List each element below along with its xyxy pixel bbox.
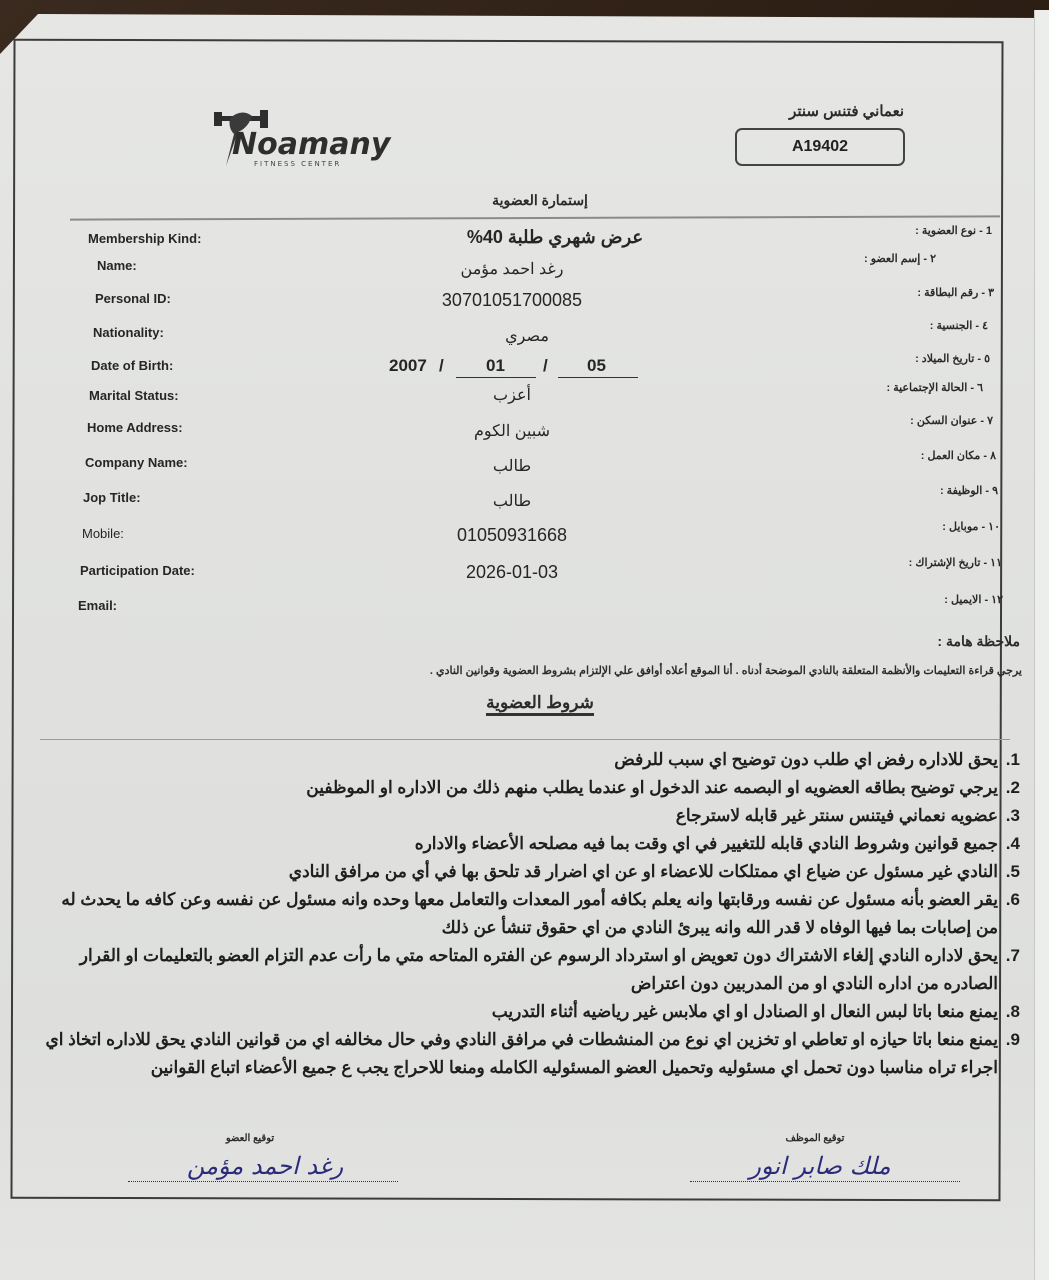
term-item: 5. النادي غير مسئول عن ضياع اي ممتلكات للاعضاء او عن اي اضرار قد تلحق بها في أي من مرافق النادي <box>288 862 1020 881</box>
label-ar-name: ٢ - إسم العضو : <box>863 253 936 265</box>
value-participation-date: 2026-01-03 <box>465 562 559 582</box>
label-job-title: Jop Title: <box>83 490 141 505</box>
svg-text:Noamany: Noamany <box>232 127 391 162</box>
form-title: إستمارة العضوية <box>492 192 588 208</box>
label-company-name: Company Name: <box>85 455 188 470</box>
label-ar-membership-kind: 1 - نوع العضوية : <box>915 225 992 237</box>
label-ar-job-title: ٩ - الوظيفة : <box>939 485 998 497</box>
date-of-birth-value <box>380 356 650 380</box>
label-ar-mobile: ١٠ - موبايل : <box>942 521 1000 533</box>
label-email: Email: <box>78 598 118 613</box>
term-item: 6. يقر العضو بأنه مسئول عن نفسه ورقابتها وانه يعلم بكافه أمور المعدات والتعامل معها وحده وانه مسئول عن نفسه وعن كافه ما يحدث له من إصابات بما فيها الوفاه لا قدر الله وانه يبرئ النادي من اي حقوق تنشأ عن ذلك <box>61 890 1020 937</box>
staff-signature-line <box>690 1180 960 1182</box>
dob-year: 2007 <box>389 356 427 375</box>
dob-separator: / <box>543 356 548 375</box>
term-item: 7. يحق لاداره النادي إلغاء الاشتراك دون تعويض او استرداد الرسوم عن الفتره المتاحه متي ما رأت عدم التزام العضو بالتعليمات او القرار الصادره من اداره النادي او من المدربين دون اعتراض <box>79 946 1020 993</box>
terms-divider <box>40 739 1010 740</box>
label-name: Name: <box>97 258 137 273</box>
term-item: 4. جميع قوانين وشروط النادي قابله للتغيير في اي وقت بما فيه مصلحه الأعضاء والاداره <box>414 834 1020 853</box>
label-membership-kind: Membership Kind: <box>88 231 202 246</box>
value-marital-status: أعزب <box>493 387 531 404</box>
term-item: 3. عضويه نعماني فيتنس سنتر غير قابله لاسترجاع <box>675 806 1020 825</box>
label-ar-home-address: ٧ - عنوان السكن : <box>910 415 993 427</box>
term-item: 1. يحق للاداره رفض اي طلب دون توضيح اي سبب للرفض <box>614 750 1020 769</box>
paper-stack-edge <box>1034 10 1049 1280</box>
terms-title-text: شروط العضوية <box>486 693 594 716</box>
label-mobile: Mobile: <box>82 526 124 541</box>
staff-signature: ملك صابر انور <box>749 1152 891 1180</box>
member-signature-line <box>128 1180 398 1182</box>
label-ar-date-of-birth: ٥ - تاريخ الميلاد : <box>915 353 990 365</box>
term-item: 8. يمنع منعا باتا لبس النعال او الصنادل او اي ملابس غير رياضيه أثناء التدريب <box>491 1002 1020 1021</box>
member-code: A19402 <box>735 128 905 166</box>
label-ar-marital-status: ٦ - الحالة الإجتماعية : <box>886 382 983 394</box>
value-name: رغد احمد مؤمن <box>460 261 564 278</box>
value-company-name: طالب <box>492 458 532 475</box>
dob-day: 05 <box>587 356 606 375</box>
value-job-title: طالب <box>492 493 532 510</box>
value-membership-kind: عرض شهري طلبة 40% <box>466 227 644 247</box>
label-marital-status: Marital Status: <box>89 388 179 403</box>
label-ar-email: ١٢ - الايميل : <box>944 594 1003 606</box>
value-mobile: 01050931668 <box>456 525 568 545</box>
member-signature-label: توقيع العضو <box>225 1133 275 1144</box>
label-ar-company-name: ٨ - مكان العمل : <box>920 450 996 462</box>
important-note-text: يرجي قراءة التعليمات والأنظمة المتعلقة بالنادي الموضحة أدناه . أنا الموقع أعلاه أوافق علي الإلتزام بشروط العضوية وقوانين النادي . <box>429 665 1022 677</box>
label-home-address: Home Address: <box>87 420 183 435</box>
label-participation-date: Participation Date: <box>80 563 195 578</box>
club-logo <box>208 104 391 170</box>
terms-list <box>40 746 1020 1082</box>
dob-separator: / <box>439 356 444 375</box>
term-item: 2. يرجي توضيح بطاقه العضويه او البصمه عند الدخول او عندما يطلب منهم ذلك من الاداره او الموظفين <box>306 778 1020 797</box>
label-ar-nationality: ٤ - الجنسية : <box>929 320 988 332</box>
value-personal-id: 30701051700085 <box>441 290 583 310</box>
svg-text:FITNESS CENTER: FITNESS CENTER <box>254 160 342 168</box>
label-ar-personal-id: ٣ - رقم البطاقة : <box>917 287 994 299</box>
club-name: نعماني فتنس سنتر <box>789 103 904 120</box>
dob-month: 01 <box>486 356 505 375</box>
term-item: 9. يمنع منعا باتا حيازه او تعاطي او تخزين اي نوع من المنشطات في مرافق النادي وفي حال مخالفه اي من قوانين النادي يحق للاداره اتخاذ اي اجراء تراه مناسبا دون تحمل اي مسئوليه وتحميل العضو المسئوليه الكامله ومنعا للاحراج يجب ع جميع الأعضاء اتباع القوانين <box>45 1030 1020 1077</box>
important-note-title: ملاحظة هامة : <box>937 633 1020 649</box>
dob-month-line <box>456 377 536 378</box>
terms-title <box>420 693 660 713</box>
label-personal-id: Personal ID: <box>95 291 171 306</box>
label-nationality: Nationality: <box>93 325 164 340</box>
dumbbell-athlete-icon <box>208 104 391 170</box>
dob-day-line <box>558 377 638 378</box>
label-date-of-birth: Date of Birth: <box>91 358 174 373</box>
label-ar-participation-date: ١١ - تاريخ الإشتراك : <box>908 557 1002 569</box>
staff-signature-label: توقيع الموظف <box>785 1133 845 1144</box>
member-signature: رغد احمد مؤمن <box>186 1152 344 1180</box>
value-home-address: شبين الكوم <box>473 423 550 440</box>
value-nationality: مصري <box>505 328 549 345</box>
